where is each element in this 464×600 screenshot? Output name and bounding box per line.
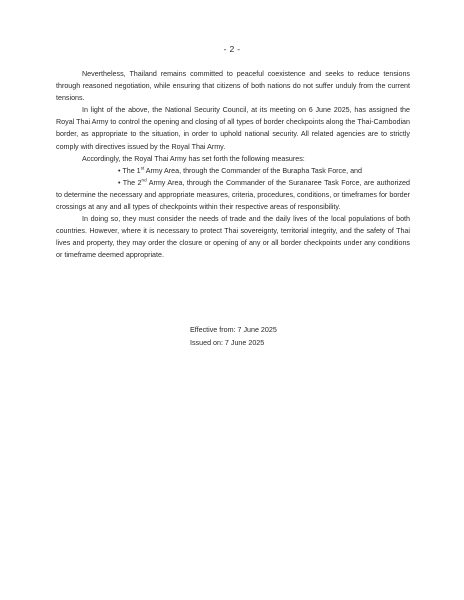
bullet-second-prefix: • The 2 xyxy=(118,178,142,187)
bullet-first-ordinal: st xyxy=(140,165,145,171)
bullet-second-army-area xyxy=(56,177,410,213)
document-body xyxy=(56,68,410,262)
date-block xyxy=(190,324,277,349)
paragraph-national-security-council: In light of the above, the National Security Council, at its meeting on 6 June 2025, has assigned the Royal Thai Army to control the opening and closing of all types of border checkpoints along the Thai-Cambodian border, as appropriate to the situation, in order to uphold national security. All related agencies are to strictly comply with directives issued by the Royal Thai Army. xyxy=(56,106,410,151)
bullet-second-text: Army Area, through the Commander of the Suranaree Task Force, are authorized to determine the necessary and appropriate measures, criteria, procedures, conditions, or timeframes for border crossings at any and all types of checkpoints within their respective areas of responsibility. xyxy=(56,178,410,212)
paragraph-measures-intro: Accordingly, the Royal Thai Army has set forth the following measures: xyxy=(82,154,305,163)
page-number: - 2 - xyxy=(223,44,241,54)
paragraph-peaceful-coexistence: Nevertheless, Thailand remains committed to peaceful coexistence and seeks to reduce tensions through reasoned negotiation, while ensuring that citizens of both nations do not suffer unduly from the current tensions. xyxy=(56,70,410,103)
issued-date: Issued on: 7 June 2025 xyxy=(190,338,265,347)
bullet-first-army-area xyxy=(56,165,410,177)
bullet-first-text: Army Area, through the Commander of the Burapha Task Force, and xyxy=(144,166,362,175)
bullet-first-prefix: • The 1 xyxy=(118,166,141,175)
paragraph-trade-considerations: In doing so, they must consider the needs of trade and the daily lives of the local populations of both countries. However, where it is necessary to protect Thai sovereignty, territorial integrity, and the safety of Thai lives and property, they may order the closure or opening of any or all border checkpoints under any conditions or timeframe deemed appropriate. xyxy=(56,215,410,260)
bullet-second-ordinal: nd xyxy=(141,177,147,183)
effective-date: Effective from: 7 June 2025 xyxy=(190,326,277,334)
